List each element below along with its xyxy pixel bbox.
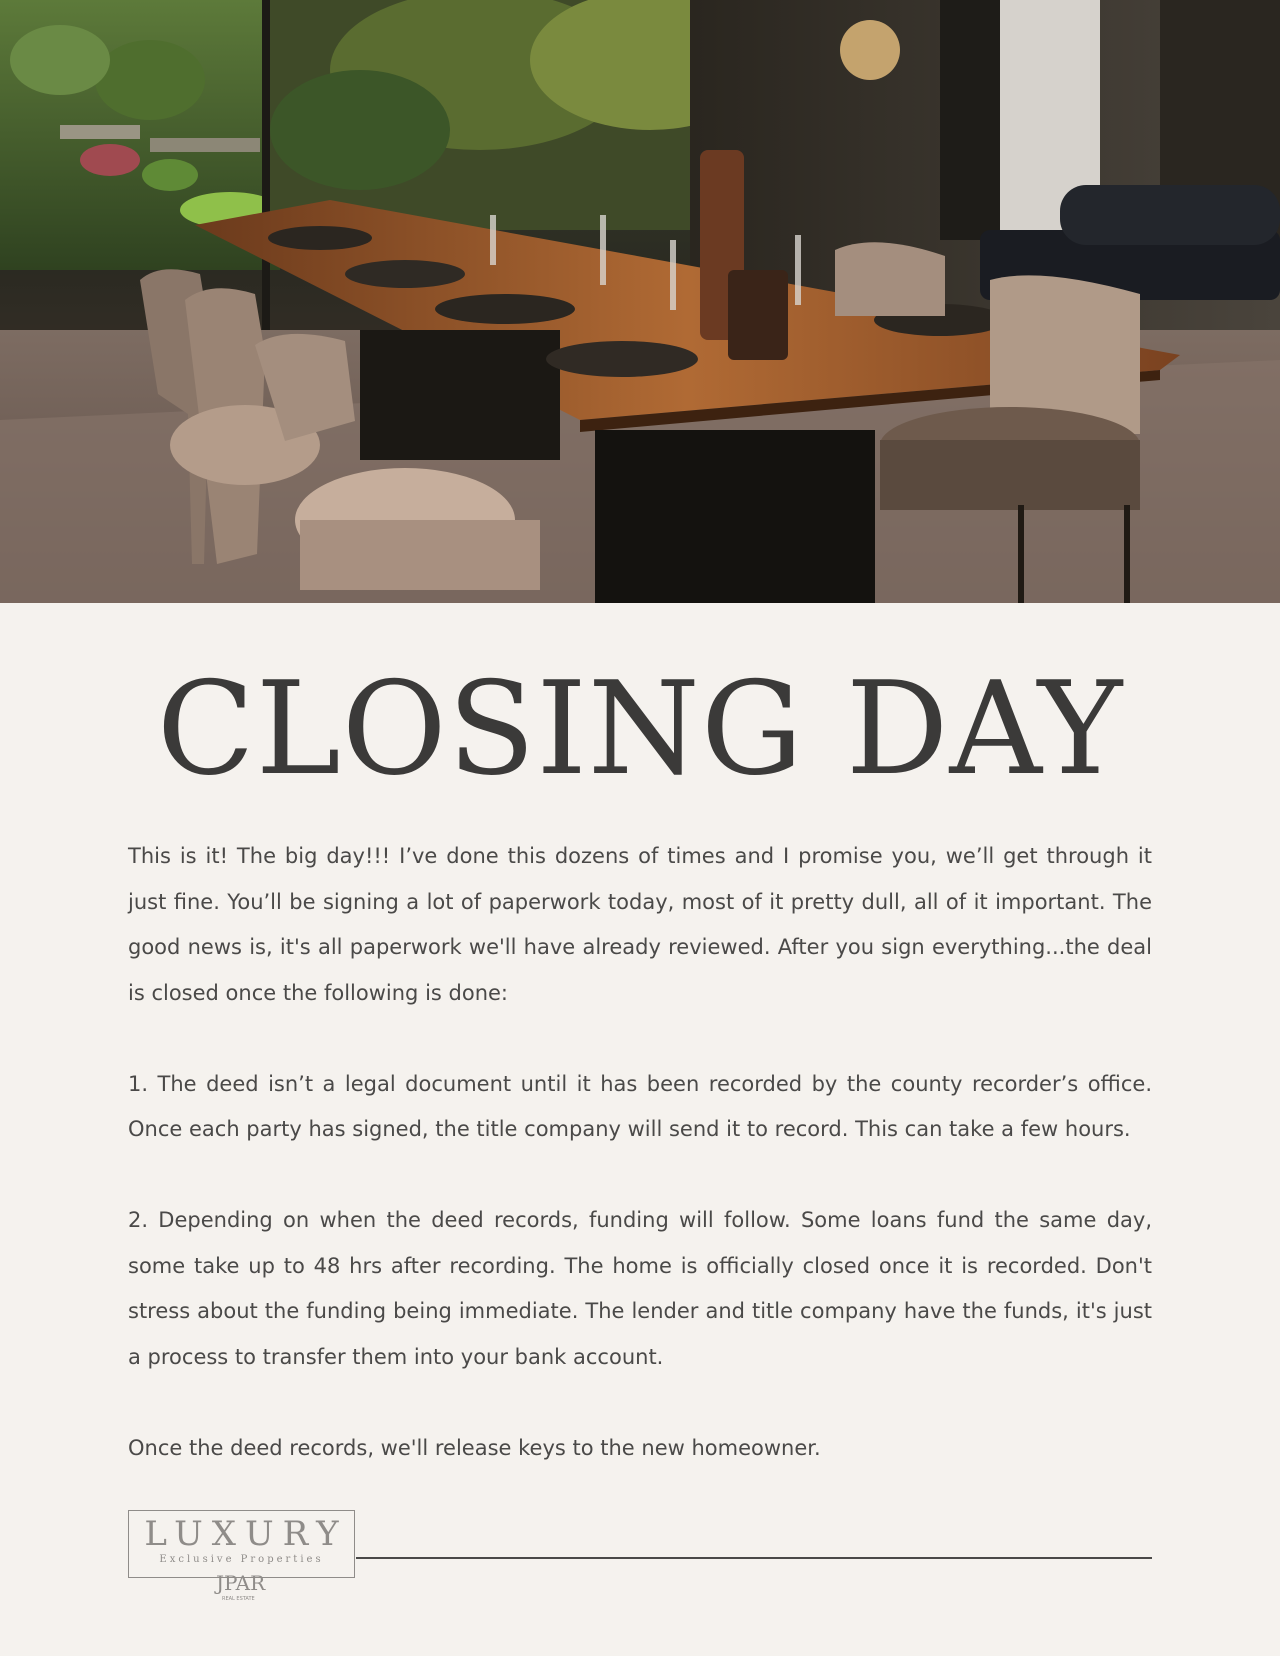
step-two-paragraph: 2. Depending on when the deed records, funding will follow. Some loans fund the same day, some take up to 48 hrs after recording. The home is officially closed once it is recorded. Don't stress about the funding being immediate. The lender and title company have the funds, it's just a process to transfer them into your bank account. [128,1208,1152,1369]
jpar-logo-icon [212,1568,276,1604]
step-one-paragraph: 1. The deed isn’t a legal document until it has been recorded by the county recorder’s office. Once each party has signed, the title company will send it to record. This can take a few hours. [128,1071,1152,1141]
footer-divider [356,1557,1152,1559]
body-text [128,834,1152,1471]
logo-word: LUXURY [144,1514,348,1554]
logo-subtitle: Exclusive Properties [159,1554,324,1565]
dining-room-photo-illustration [0,0,1280,603]
closing-paragraph: Once the deed records, we'll release keys to the new homeowner. [128,1435,821,1460]
intro-paragraph: This is it! The big day!!! I’ve done this dozens of times and I promise you, we’ll get through it just fine. You’ll be signing a lot of paperwork today, most of it pretty dull, all of it important. The good news is, it's all paperwork we'll have already reviewed. After you sign everything...the deal is closed once the following is done: [128,844,1152,1005]
logo-mark-text: JPAR [216,1571,266,1595]
hero-photo [0,0,1280,603]
logo-mark-sub: REAL ESTATE [222,1596,255,1602]
page-title: CLOSING DAY [156,655,1124,804]
